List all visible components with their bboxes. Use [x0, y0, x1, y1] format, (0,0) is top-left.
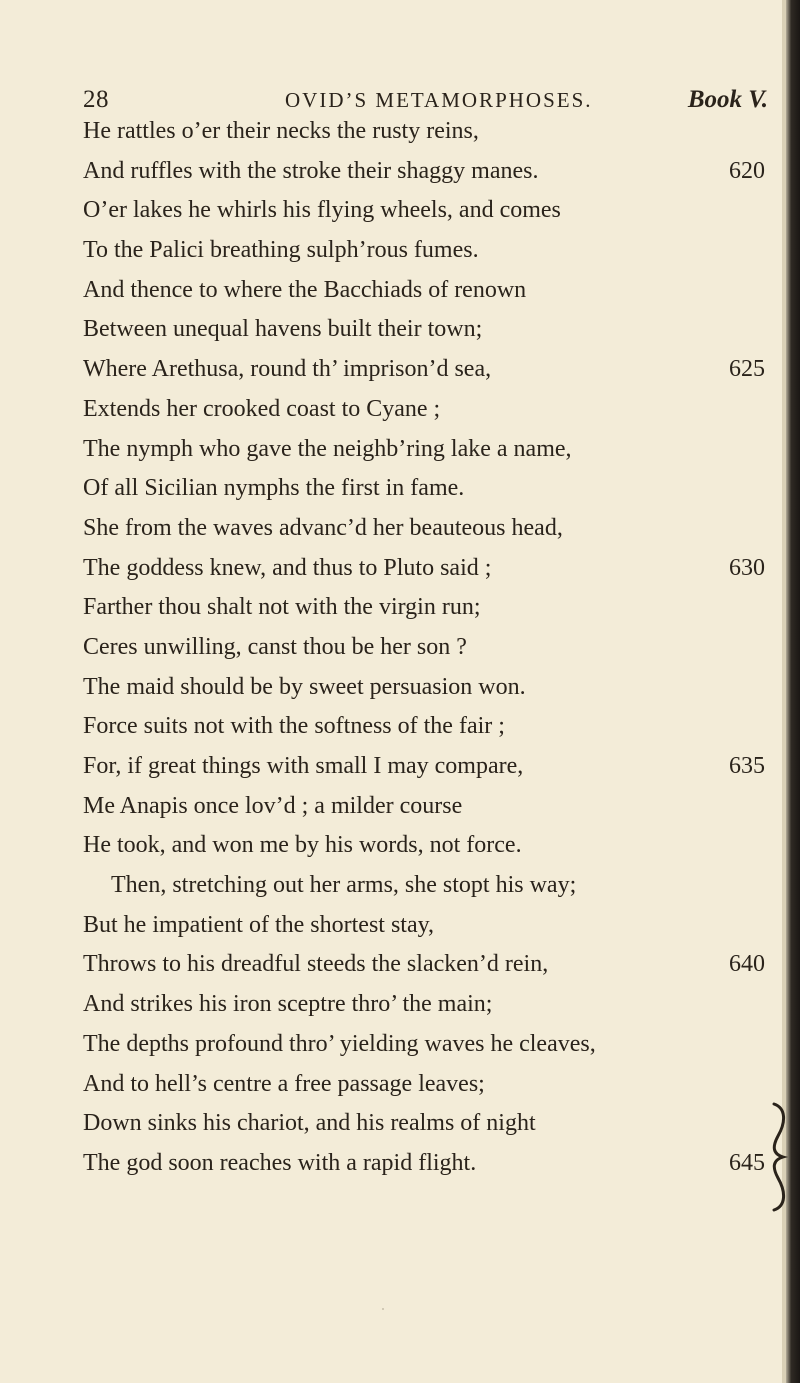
poem-line: [83, 112, 765, 152]
poem-line: [83, 231, 765, 271]
line-text: And strikes his iron sceptre thro’ the main;: [83, 991, 493, 1018]
line-text: Where Arethusa, round th’ imprison’d sea,: [83, 356, 492, 383]
poem-line: [83, 985, 765, 1025]
line-number: 635: [729, 753, 765, 779]
line-text: O’er lakes he whirls his flying wheels, and comes: [83, 197, 561, 224]
book-label: Book V.: [687, 86, 768, 113]
line-text: For, if great things with small I may compare,: [83, 753, 524, 779]
line-text: Ceres unwilling, canst thou be her son ?: [83, 633, 467, 660]
line-text: The nymph who gave the neighb’ring lake a name,: [83, 435, 572, 462]
poem-line: [83, 390, 765, 430]
line-text: The god soon reaches with a rapid flight.: [83, 1149, 477, 1176]
poem-line: [83, 430, 765, 470]
line-text: To the Palici breathing sulph’rous fumes.: [83, 237, 479, 264]
line-text: Down sinks his chariot, and his realms of night: [83, 1110, 536, 1137]
poem-line: [83, 549, 765, 589]
line-text: The depths profound thro’ yielding waves he cleaves,: [83, 1030, 596, 1057]
poem-line: [83, 945, 765, 985]
poem-line: [83, 906, 765, 946]
line-text: Of all Sicilian nymphs the first in fame.: [83, 475, 465, 502]
line-number: 640: [729, 951, 765, 978]
line-number: 625: [729, 356, 765, 383]
line-text: She from the waves advanc’d her beauteous head,: [83, 514, 563, 541]
poem-line: [83, 350, 765, 390]
page-speck: [382, 1308, 384, 1310]
poem-line: [83, 1144, 765, 1184]
poem-line: [83, 707, 765, 747]
line-text: And to hell’s centre a free passage leaves;: [83, 1070, 485, 1097]
line-text: Between unequal havens built their town;: [83, 316, 483, 343]
line-text: He took, and won me by his words, not force.: [83, 832, 522, 859]
line-text: But he impatient of the shortest stay,: [83, 911, 435, 938]
poem-line: [83, 152, 765, 192]
poem-line: [83, 1025, 765, 1065]
line-text: The goddess knew, and thus to Pluto said ;: [83, 554, 492, 581]
line-text: And ruffles with the stroke their shaggy manes.: [83, 157, 539, 184]
triplet-brace: [768, 1098, 792, 1216]
poem-body: [83, 112, 765, 1184]
line-text: Me Anapis once lov’d ; a milder course: [83, 792, 463, 819]
line-text: Force suits not with the softness of the fair ;: [83, 713, 505, 740]
line-text: And thence to where the Bacchiads of renown: [83, 276, 527, 303]
line-text: Extends her crooked coast to Cyane ;: [83, 395, 441, 422]
running-title: OVID’S METAMORPHOSES.: [285, 88, 593, 112]
page-number: 28: [83, 86, 109, 113]
poem-line: [83, 310, 765, 350]
poem-line: [83, 787, 765, 827]
poem-line: [83, 826, 765, 866]
line-number: 620: [729, 157, 765, 184]
line-number: 630: [729, 554, 765, 581]
poem-line: [83, 1104, 765, 1144]
poem-line: [83, 668, 765, 708]
poem-line: [83, 509, 765, 549]
poem-line: [83, 1065, 765, 1105]
line-text: He rattles o’er their necks the rusty reins,: [83, 118, 479, 144]
line-number: 645: [729, 1149, 765, 1176]
poem-line: [83, 866, 765, 906]
poem-line: [83, 747, 765, 787]
line-text: The maid should be by sweet persuasion won.: [83, 673, 526, 700]
poem-line: [83, 588, 765, 628]
poem-line: [83, 271, 765, 311]
poem-line: [83, 191, 765, 231]
poem-line: [83, 628, 765, 668]
line-text: Throws to his dreadful steeds the slacken’d rein,: [83, 951, 549, 978]
poem-line: [83, 469, 765, 509]
line-text: Farther thou shalt not with the virgin run;: [83, 594, 481, 621]
line-text: Then, stretching out her arms, she stopt his way;: [111, 872, 577, 899]
